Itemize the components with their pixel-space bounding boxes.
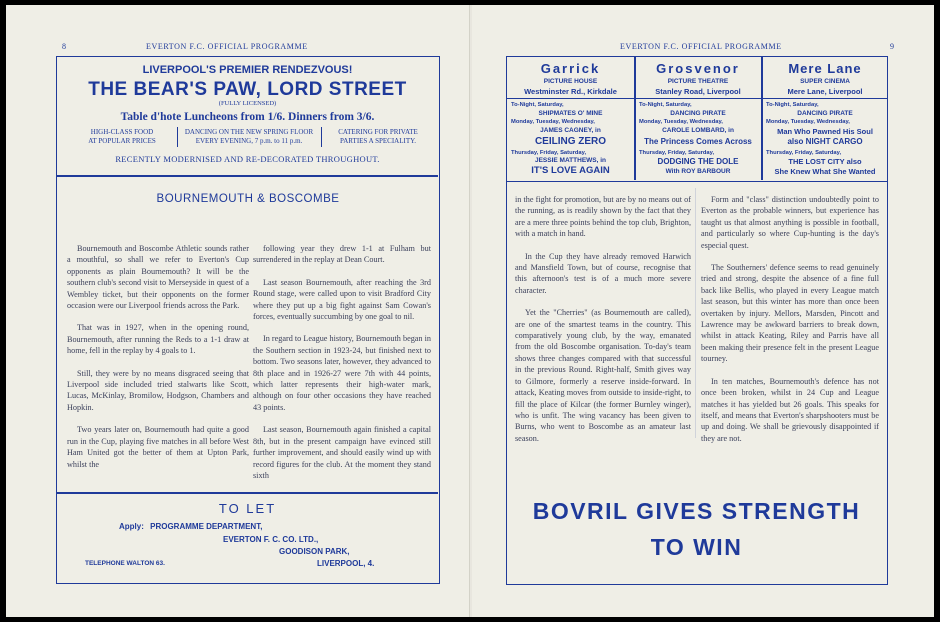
paragraph: That was in 1927, when in the opening round, Bournemouth, after running the Reds to a 1-1 draw at home, fell in the replay by 4 goals to 1.: [67, 323, 249, 356]
paragraph: In the Cup they have already removed Harwich and Mansfield Town, but of course, recognise that this afternoon's test is of a much more severe character.: [515, 251, 691, 295]
ad-licensed: (FULLY LICENSED): [218, 100, 277, 107]
to-let-telephone: TELEPHONE WALTON 63.: [85, 560, 165, 567]
cinema-tonight: To-Night, Saturday,: [639, 102, 692, 108]
left-page-frame: [56, 56, 440, 584]
paragraph: in the fight for promotion, but are by no means out of the running, as is readily shown by the fact that they are a mere three points behind the top club, Brighton, with a match in hand.: [515, 195, 691, 239]
article-title: BOURNEMOUTH & BOSCOMBE: [156, 193, 340, 205]
to-let-apply-row: [119, 522, 262, 531]
cinema-address: Mere Lane, Liverpool: [787, 87, 863, 96]
cinema-star-3: THE LOST CITY also: [788, 157, 862, 166]
cinema-film-3: She Knew What She Wanted: [774, 167, 876, 176]
cinema-film-3: With ROY BARBOUR: [665, 168, 731, 175]
cinema-tonight: To-Night, Saturday,: [766, 102, 819, 108]
ad-col-food-l1: HIGH-CLASS FOOD: [90, 128, 154, 136]
cinema-star-2: JAMES CAGNEY, in: [540, 127, 601, 134]
paragraph: In ten matches, Bournemouth's defence has not once been broken, whilst in 24 Cup and League matches it has yielded but 26 goals. This speaks for itself, and means that Everton's sharpshooters must be up and doing. We shall be grievously disappointed if they are not.: [701, 376, 879, 443]
running-head-right: EVERTON F.C. OFFICIAL PROGRAMME: [620, 42, 782, 51]
paragraph: Still, they were by no means disgraced seeing that Liverpool side included tried stalwarts like Scott, Lucas, McKinlay, Bromilow, Hodgson, Chambers and Hopkin.: [67, 368, 249, 412]
cinema-film-2: CEILING ZERO: [534, 136, 607, 147]
paragraph: following year they drew 1-1 at Fulham but surrendered in the replay at Dean Court.: [253, 244, 431, 265]
article-col-1: [67, 243, 249, 481]
cinema-mere-lane: [762, 57, 888, 179]
cinema-days-2: Monday, Tuesday, Wednesday,: [511, 119, 595, 125]
ad-col-catering-l2: PARTIES A SPECIALITY.: [339, 137, 416, 145]
article-col-2: [253, 243, 431, 492]
paragraph: The Southerners' defence seems to read genuinely tried and strong, despite the absence of a fine full back like Bellis, who played in every League match last season, but this winter has more than once been overtaken by injury. Mellors, Marsden, Pincott and Lawrence may be awkward barriers to break down, whilst in attack Keating, Riley and Parris have all been making their presence felt in the present League tourney.: [701, 263, 879, 364]
cinema-name: Grosvenor: [656, 61, 740, 76]
cinema-grosvenor: [635, 57, 761, 179]
cinema-film-3: IT'S LOVE AGAIN: [531, 165, 610, 176]
cinema-film-1: DANCING PIRATE: [797, 110, 853, 117]
ad-headline: THE BEAR'S PAW, LORD STREET: [88, 79, 407, 100]
ad-col-dancing-l2: EVERY EVENING, 7 p.m. to 11 p.m.: [195, 137, 303, 145]
cinema-film-1: DANCING PIRATE: [670, 110, 726, 117]
cinema-days-3: Thursday, Friday, Saturday,: [766, 150, 842, 156]
page-number-right: 9: [890, 42, 895, 51]
programme-spread: [6, 5, 934, 617]
ad-col-food-l2: AT POPULAR PRICES: [88, 137, 156, 145]
paragraph: Bournemouth and Boscombe Athletic sounds rather a mouthful, so shall we refer to Everton's Cup opponents as plain Bournemouth? It will be the southern club's second visit to Merseyside in quest of a Wembley ticket, but their opponents on the former occasion were our Liverpool friends across the Park.: [67, 244, 249, 311]
cinema-type: PICTURE THEATRE: [667, 78, 729, 85]
cinema-star-3: JESSIE MATTHEWS, in: [534, 157, 607, 164]
page-number-left: 8: [62, 42, 67, 51]
to-let-apply-label: Apply:: [119, 522, 144, 531]
ad-divider-2: [321, 127, 322, 147]
ad-col-catering: [323, 128, 433, 146]
cinema-days-2: Monday, Tuesday, Wednesday,: [766, 119, 850, 125]
column-divider: [695, 188, 696, 438]
cinema-address: Westminster Rd., Kirkdale: [524, 87, 617, 96]
to-let-line1: PROGRAMME DEPARTMENT,: [150, 522, 263, 531]
running-head-left: EVERTON F.C. OFFICIAL PROGRAMME: [146, 42, 308, 51]
cinema-type: PICTURE HOUSE: [543, 78, 598, 85]
left-page: [6, 5, 470, 617]
paragraph: Last season, Bournemouth again finished a capital 8th, but in the present campaign have evinced still further improvement, and should easily wind up with record figures for the club. At the moment they stand sixth: [253, 425, 431, 480]
ad-divider-1: [177, 127, 178, 147]
article-col-4: [701, 194, 879, 455]
cinema-days-3: Thursday, Friday, Saturday,: [639, 150, 715, 156]
cinema-star-2: Man Who Pawned His Soul: [777, 127, 873, 136]
paragraph: Form and "class" distinction undoubtedly point to Everton as the probable winners, but experience has taught us that almost anything is possible in football, and particularly so where Cup-hunting is the day's especial quest.: [701, 195, 879, 250]
right-page: [472, 5, 934, 617]
bovril-ad: [507, 474, 886, 582]
bovril-line-2: TO WIN: [650, 534, 743, 560]
bovril-line-1: BOVRIL GIVES STRENGTH: [532, 498, 861, 524]
cinema-type: SUPER CINEMA: [800, 78, 850, 85]
ad-col-food: [67, 128, 177, 146]
article-col-3: [515, 194, 691, 455]
cinema-rule: [635, 98, 761, 99]
cinema-days-2: Monday, Tuesday, Wednesday,: [639, 119, 723, 125]
right-article-frame: [506, 182, 888, 585]
ad-meals: Table d'hote Luncheons from 1/6. Dinners from 3/6.: [120, 111, 375, 123]
ad-bottom-rule: [57, 175, 438, 177]
cinema-days-3: Thursday, Friday, Saturday,: [511, 150, 587, 156]
ad-col-catering-l1: CATERING FOR PRIVATE: [338, 128, 418, 136]
cinema-film-2: also NIGHT CARGO: [787, 137, 863, 146]
cinema-name: Garrick: [540, 61, 601, 76]
to-let-ad: [57, 493, 438, 583]
bears-paw-ad: [57, 57, 438, 177]
ad-col-dancing-l1: DANCING ON THE NEW SPRING FLOOR: [184, 128, 314, 136]
paragraph: Two years later on, Bournemouth had quite a good run in the Cup, playing five matches in all before West Ham United got the better of them at Upton Park, whilst the: [67, 425, 249, 469]
cinema-rule: [507, 98, 634, 99]
cinema-star-3: DODGING THE DOLE: [657, 157, 739, 166]
cinema-tonight: To-Night, Saturday,: [511, 102, 564, 108]
cinema-name: Mere Lane: [788, 61, 862, 76]
ad-col-dancing: [179, 128, 319, 146]
cinema-star-2: CAROLE LOMBARD, in: [662, 127, 734, 134]
cinema-address: Stanley Road, Liverpool: [655, 87, 741, 96]
paragraph: Last season Bournemouth, after reaching the 3rd Round stage, were called upon to visit Bradford City where they put up a big fight against Sam Cowan's forces, eventually succumbing by one goal to nil.: [253, 277, 431, 322]
cinema-rule: [762, 98, 888, 99]
paragraph: Yet the "Cherries" (as Bournemouth are called), are one of the smartest teams in the country. This comparatively young club, by the way, emanated from the old Boscombe organisation. To-day's team shows three changes compared with that successful in the previous Round. Right-half, Smith gives way to Gilmore, formerly a reserve inside-forward. In attack, Keating moves from outside to inside-right, to fill the place of Kilcar (the former Burnley winger), who is unfit. The wing vacancy has been given to Burns, who went to Boscombe as an amateur last season.: [515, 308, 691, 443]
ad-kicker: LIVERPOOL'S PREMIER RENDEZVOUS!: [142, 64, 353, 76]
cinema-film-2: The Princess Comes Across: [644, 137, 752, 146]
cinema-film-1: SHIPMATES O' MINE: [538, 110, 603, 117]
cinema-garrick: [507, 57, 634, 179]
ad-footer: RECENTLY MODERNISED AND RE-DECORATED THROUGHOUT.: [115, 154, 380, 164]
paragraph: In regard to League history, Bournemouth began in the Southern section in 1923-24, but finished next to bottom. Two seasons later, however, they advanced to 8th place and in 1926-27 were 7th with 44 points, which latter represents their high-water mark, although on four other occasions they have reached 43 points.: [253, 334, 431, 412]
to-let-line2: EVERTON F. C. CO. LTD.,: [223, 535, 319, 544]
to-let-title: TO LET: [218, 501, 277, 516]
to-let-line3: GOODISON PARK,: [279, 547, 350, 556]
cinema-listings: [506, 56, 888, 182]
to-let-city: LIVERPOOL, 4.: [317, 559, 375, 568]
